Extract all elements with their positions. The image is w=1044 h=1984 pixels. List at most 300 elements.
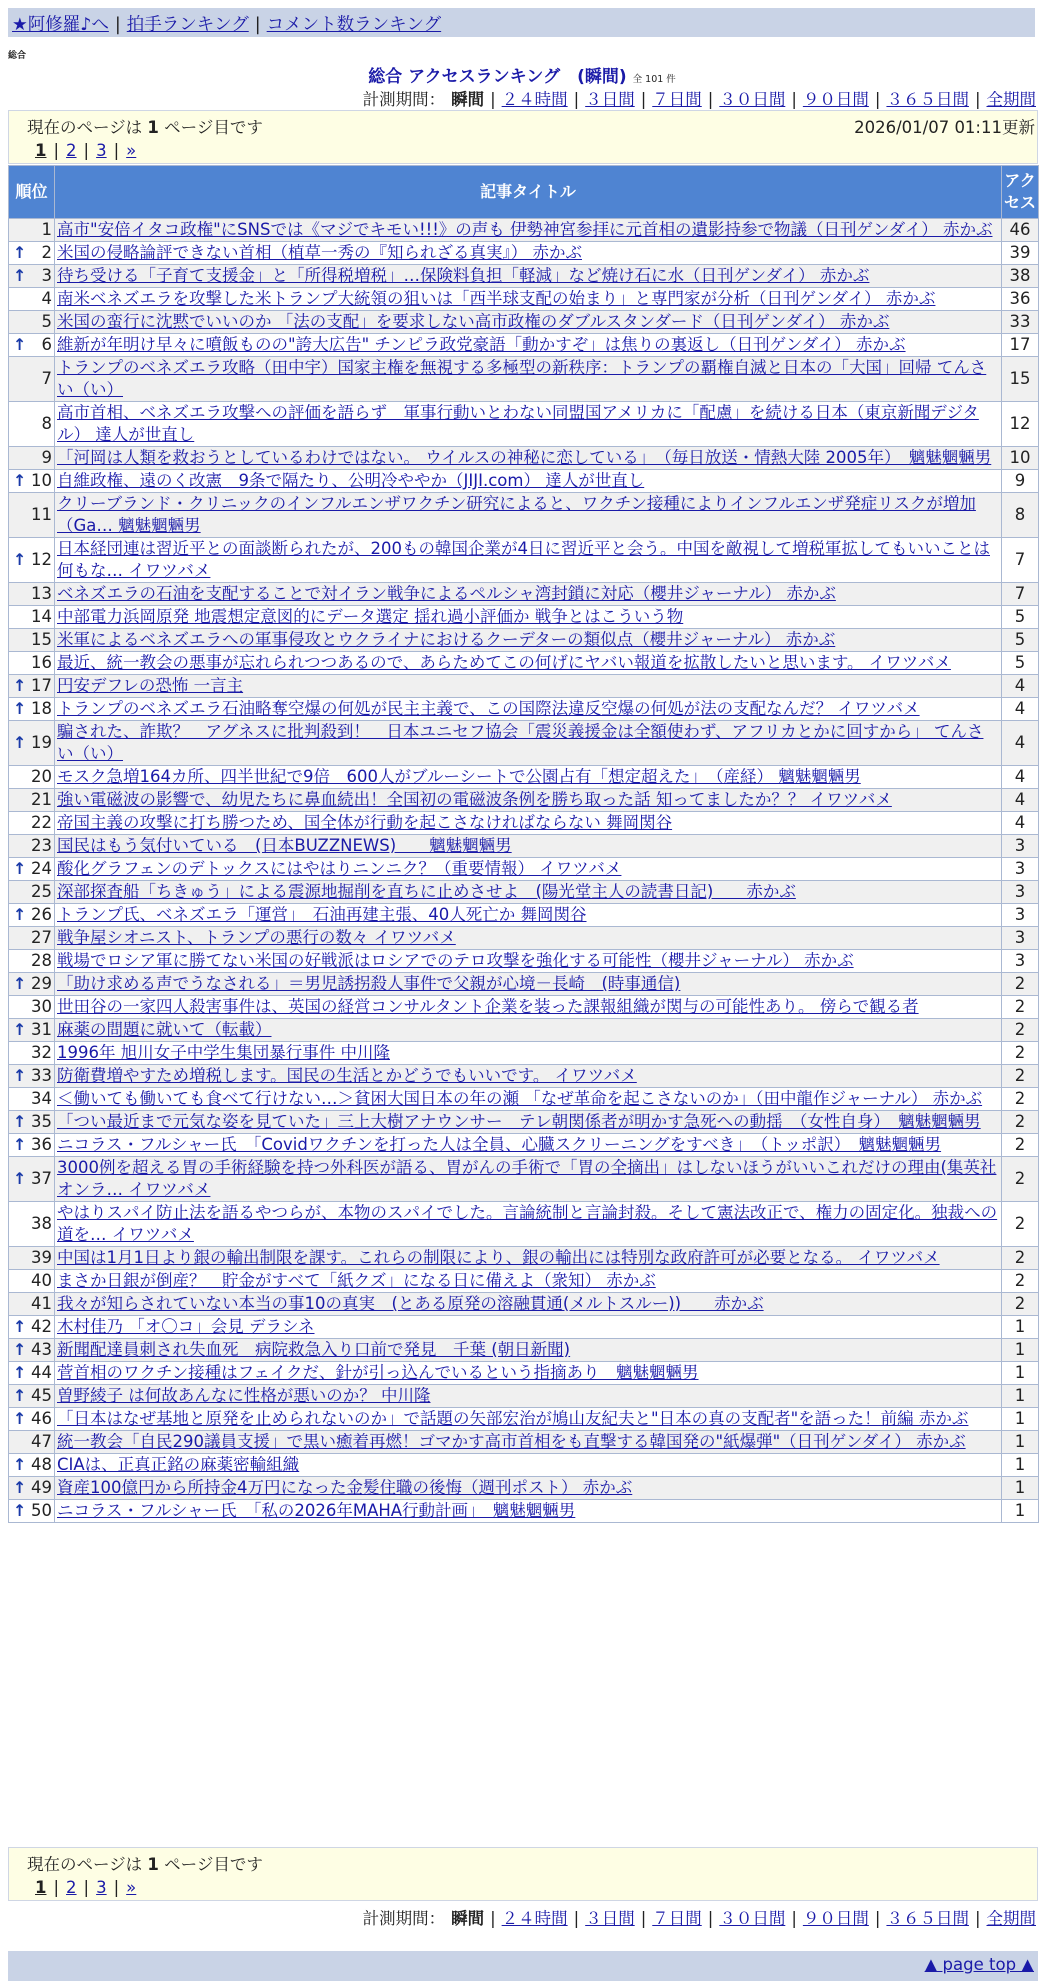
period-separator: | xyxy=(640,1909,647,1928)
period-link[interactable]: ２４時間 xyxy=(501,1909,568,1928)
article-title-link[interactable]: クリーブランド・クリニックのインフルエンザワクチン研究によると、ワクチン接種によりインフルエンザ発症リスクが増加（Ga… 魑魅魍魎男 xyxy=(57,494,976,535)
home-link[interactable]: ★阿修羅♪へ xyxy=(12,15,109,35)
article-title-link[interactable]: 帝国主義の攻撃に打ち勝つため、国全体が行動を起こさなければならない 舞岡関谷 xyxy=(57,813,673,832)
period-link[interactable]: ３６５日間 xyxy=(886,90,969,109)
rank-up-arrow-icon: ↑ xyxy=(13,859,27,878)
period-link[interactable]: ７日間 xyxy=(652,90,702,109)
pager-page-link[interactable]: 2 xyxy=(66,141,77,160)
article-title-link[interactable]: ＜働いても働いても食べて行けない…＞貧困大国日本の年の瀬 「なぜ革命を起こさないのか」（田中龍作ジャーナル） 赤かぶ xyxy=(57,1089,983,1108)
rank-number: 9 xyxy=(41,448,52,467)
article-title-link[interactable]: 1996年 旭川女子中学生集団暴行事件 中川隆 xyxy=(57,1043,390,1062)
page-note-suffix: ページ目です xyxy=(158,118,263,137)
access-count: 3 xyxy=(1002,927,1039,950)
pager-page-link[interactable]: 3 xyxy=(96,141,107,160)
access-count: 38 xyxy=(1002,265,1039,288)
access-count: 4 xyxy=(1002,721,1039,766)
rank-number: 18 xyxy=(31,699,52,718)
rank-cell xyxy=(9,766,55,789)
rank-number: 22 xyxy=(31,813,52,832)
rank-up-arrow-icon: ↑ xyxy=(13,266,27,285)
rank-number: 30 xyxy=(31,997,52,1016)
period-link[interactable]: ３日間 xyxy=(585,90,635,109)
article-title-link[interactable]: 「河岡は人類を救おうとしているわけではない。 ウイルスの神秘に恋している」 （毎日放送・情熱大陸 2005年） 魑魅魍魎男 xyxy=(57,448,992,467)
rank-number: 35 xyxy=(31,1112,52,1131)
page-top-link[interactable]: ▲ page top ▲ xyxy=(924,1955,1034,1974)
page-info-top xyxy=(8,110,1038,164)
comment-ranking-link[interactable]: コメント数ランキング xyxy=(266,15,442,35)
rank-up-arrow-icon: ↑ xyxy=(13,1066,27,1085)
title-cell xyxy=(55,904,1002,927)
access-count: 2 xyxy=(1002,1270,1039,1293)
page-title-text: 総合 アクセスランキング (瞬間) xyxy=(368,67,627,87)
article-title-link[interactable]: 統一教会「自民290議員支援」で黒い癒着再燃！ゴマかす高市首相をも直撃する韓国発の"紙爆弾"（日刊ゲンダイ） 赤かぶ xyxy=(57,1432,966,1451)
rank-number: 20 xyxy=(31,767,52,786)
rank-cell xyxy=(9,950,55,973)
table-header-row xyxy=(9,166,1039,219)
rank-cell xyxy=(9,447,55,470)
article-title-link[interactable]: 日本経団連は習近平との面談断られたが、200もの韓国企業が4日に習近平と会う。中国を敵視して増税軍拡してもいいことは何もな… イワツバメ xyxy=(57,539,990,580)
article-title-link[interactable]: 新聞配達員刺され失血死 病院救急入り口前で発見 千葉 (朝日新聞) xyxy=(57,1340,571,1359)
rank-cell xyxy=(9,1157,55,1202)
period-separator: | xyxy=(974,1909,981,1928)
access-count: 1 xyxy=(1002,1454,1039,1477)
rank-cell xyxy=(9,1431,55,1454)
access-count: 1 xyxy=(1002,1477,1039,1500)
article-title-link[interactable]: 「つい最近まで元気な姿を見ていた」三上大樹アナウンサー テレ朝関係者が明かす急死への動揺 （女性自身） 魑魅魍魎男 xyxy=(57,1112,981,1131)
article-title-link[interactable]: 曽野綾子 は何故あんなに性格が悪いのか？ 中川隆 xyxy=(57,1386,431,1405)
article-title-link[interactable]: 深部探査船「ちきゅう」による震源地掘削を直ちに止めさせよ (陽光堂主人の読書日記) 赤かぶ xyxy=(57,882,796,901)
access-count: 1 xyxy=(1002,1362,1039,1385)
access-count: 7 xyxy=(1002,583,1039,606)
article-title-link[interactable]: 南米ベネズエラを攻撃した米トランプ大統領の狙いは「西半球支配の始まり」と専門家が分析（日刊ゲンダイ） 赤かぶ xyxy=(57,289,936,308)
period-separator: | xyxy=(490,1909,496,1928)
rank-up-arrow-icon: ↑ xyxy=(13,1020,27,1039)
access-count: 2 xyxy=(1002,1157,1039,1202)
rank-number: 21 xyxy=(31,790,52,809)
article-title-link[interactable]: CIAは、正真正銘の麻薬密輸組織 xyxy=(57,1455,300,1474)
rank-number: 47 xyxy=(31,1432,52,1451)
title-cell xyxy=(55,1477,1002,1500)
article-title-link[interactable]: 「日本はなぜ基地と原発を止められないのか」で話題の矢部宏治が鳩山友紀夫と"日本の真の支配者"を語った！前編 赤かぶ xyxy=(57,1409,969,1428)
title-cell xyxy=(55,1454,1002,1477)
article-title-link[interactable]: 中国は1月1日より銀の輸出制限を課す。これらの制限により、銀の輸出には特別な政府許可が必要となる。 イワツバメ xyxy=(57,1248,940,1267)
rank-number: 49 xyxy=(31,1478,52,1497)
table-row xyxy=(9,973,1039,996)
rank-up-arrow-icon: ↑ xyxy=(13,471,27,490)
rank-cell xyxy=(9,835,55,858)
table-row xyxy=(9,1065,1039,1088)
access-count: 1 xyxy=(1002,1316,1039,1339)
access-count: 4 xyxy=(1002,812,1039,835)
article-title-link[interactable]: 資産100億円から所持金4万円になった金髪住職の後悔（週刊ポスト） 赤かぶ xyxy=(57,1478,633,1497)
rank-number: 27 xyxy=(31,928,52,947)
rank-number: 29 xyxy=(31,974,52,993)
title-cell xyxy=(55,1065,1002,1088)
rank-number: 5 xyxy=(41,312,52,331)
rank-cell xyxy=(9,858,55,881)
title-cell xyxy=(55,721,1002,766)
access-count: 5 xyxy=(1002,652,1039,675)
access-count: 3 xyxy=(1002,858,1039,881)
period-link[interactable]: ２４時間 xyxy=(501,90,568,109)
rank-up-arrow-icon: ↑ xyxy=(13,699,27,718)
table-row xyxy=(9,858,1039,881)
rank-cell xyxy=(9,1293,55,1316)
access-count: 1 xyxy=(1002,1385,1039,1408)
page-note-prefix: 現在のページは xyxy=(27,1855,148,1874)
pager-current-page: 1 xyxy=(35,1878,47,1897)
period-link[interactable]: ７日間 xyxy=(652,1909,702,1928)
title-cell xyxy=(55,538,1002,583)
article-title-link[interactable]: 「助け求める声でうなされる」＝男児誘拐殺人事件で父親が心境－長崎 (時事通信) xyxy=(57,974,681,993)
title-cell xyxy=(55,881,1002,904)
title-cell xyxy=(55,1111,1002,1134)
rank-cell xyxy=(9,927,55,950)
access-count: 4 xyxy=(1002,675,1039,698)
table-row xyxy=(9,1500,1039,1523)
access-count: 7 xyxy=(1002,538,1039,583)
access-count: 4 xyxy=(1002,766,1039,789)
access-count: 5 xyxy=(1002,606,1039,629)
table-row xyxy=(9,835,1039,858)
title-cell xyxy=(55,652,1002,675)
rank-number: 4 xyxy=(41,289,52,308)
rank-up-arrow-icon: ↑ xyxy=(13,905,27,924)
rank-up-arrow-icon: ↑ xyxy=(13,1501,27,1520)
article-title-link[interactable]: やはりスパイ防止法を語るやつらが、本物のスパイでした。言論統制と言論封殺。そして憲法改正で、権力の固定化。独裁への道を… イワツバメ xyxy=(57,1203,998,1244)
article-title-link[interactable]: 木村佳乃 「オ〇コ」会見 デラシネ xyxy=(57,1317,315,1336)
title-cell xyxy=(55,493,1002,538)
access-count: 2 xyxy=(1002,973,1039,996)
period-label: 計測期間： xyxy=(362,1909,446,1928)
rank-number: 45 xyxy=(31,1386,52,1405)
rank-cell xyxy=(9,402,55,447)
access-count: 3 xyxy=(1002,881,1039,904)
period-separator: | xyxy=(707,90,714,109)
rank-number: 3 xyxy=(41,266,52,285)
table-row xyxy=(9,1408,1039,1431)
page-note-prefix: 現在のページは xyxy=(27,118,148,137)
article-title-link[interactable]: 高市"安倍イタコ政権"にSNSでは《マジでキモい!!!》の声も 伊勢神宮参拝に元首相の遺影持参で物議（日刊ゲンダイ） 赤かぶ xyxy=(57,220,993,239)
rank-number: 17 xyxy=(31,676,52,695)
title-cell xyxy=(55,1316,1002,1339)
article-title-link[interactable]: 国民はもう気付いている (日本BUZZNEWS) 魑魅魍魎男 xyxy=(57,836,512,855)
table-row xyxy=(9,675,1039,698)
pagination xyxy=(27,1875,1027,1897)
article-title-link[interactable]: 米軍によるベネズエラへの軍事侵攻とウクライナにおけるクーデターの類似点（櫻井ジャーナル） 赤かぶ xyxy=(57,630,836,649)
table-row xyxy=(9,629,1039,652)
rank-number: 37 xyxy=(31,1169,52,1188)
table-row xyxy=(9,1247,1039,1270)
period-link[interactable]: ９０日間 xyxy=(802,90,869,109)
access-count: 3 xyxy=(1002,950,1039,973)
rank-cell xyxy=(9,973,55,996)
rank-cell xyxy=(9,1408,55,1431)
rank-number: 41 xyxy=(31,1294,52,1313)
period-separator: | xyxy=(791,90,797,109)
rank-cell xyxy=(9,1270,55,1293)
period-current: 瞬間 xyxy=(451,1909,485,1928)
title-cell xyxy=(55,675,1002,698)
article-title-link[interactable]: ニコラス・フルシャー氏 「Covidワクチンを打った人は全員、心臓スクリーニングをすべき」 （トッポ訳） 魑魅魍魎男 xyxy=(57,1135,942,1154)
access-count: 3 xyxy=(1002,835,1039,858)
rank-up-arrow-icon: ↑ xyxy=(13,974,27,993)
rank-number: 38 xyxy=(31,1214,52,1233)
table-row xyxy=(9,1270,1039,1293)
rank-cell xyxy=(9,265,55,288)
rank-number: 16 xyxy=(31,653,52,672)
current-page-note xyxy=(27,114,263,138)
table-row xyxy=(9,606,1039,629)
article-title-link[interactable]: ニコラス・フルシャー氏 「私の2026年MAHA行動計画」 魑魅魍魎男 xyxy=(57,1501,576,1520)
title-cell xyxy=(55,311,1002,334)
access-count: 36 xyxy=(1002,288,1039,311)
article-title-link[interactable]: トランプのベネズエラ石油略奪空爆の何処が民主主義で、この国際法違反空爆の何処が法の支配なんだ？ イワツバメ xyxy=(57,699,920,718)
table-row xyxy=(9,1202,1039,1247)
article-title-link[interactable]: 戦争屋シオニスト、トランプの悪行の数々 イワツバメ xyxy=(57,928,456,947)
rank-cell xyxy=(9,1202,55,1247)
access-count: 2 xyxy=(1002,996,1039,1019)
access-count: 2 xyxy=(1002,1134,1039,1157)
table-row xyxy=(9,950,1039,973)
period-link[interactable]: 全期間 xyxy=(986,1909,1036,1928)
title-cell xyxy=(55,973,1002,996)
rank-cell xyxy=(9,1477,55,1500)
access-count: 2 xyxy=(1002,1247,1039,1270)
page-note-suffix: ページ目です xyxy=(158,1855,263,1874)
article-title-link[interactable]: 麻薬の問題に就いて（転載） xyxy=(57,1020,272,1039)
access-count: 1 xyxy=(1002,1408,1039,1431)
title-cell xyxy=(55,950,1002,973)
pager-separator: | xyxy=(113,1878,120,1897)
article-title-link[interactable]: 中部電力浜岡原発 地震想定意図的にデータ選定 揺れ過小評価か 戦争とはこういう物 xyxy=(57,607,684,626)
rank-column-header: 順位 xyxy=(9,166,55,219)
rank-cell xyxy=(9,1362,55,1385)
nav-separator: | xyxy=(114,15,121,35)
table-row xyxy=(9,1477,1039,1500)
table-row xyxy=(9,1111,1039,1134)
rank-number: 10 xyxy=(31,471,52,490)
rank-cell xyxy=(9,881,55,904)
access-count: 2 xyxy=(1002,1019,1039,1042)
title-cell xyxy=(55,402,1002,447)
access-count: 39 xyxy=(1002,242,1039,265)
rank-cell xyxy=(9,1111,55,1134)
pager-separator: | xyxy=(83,141,90,160)
title-cell xyxy=(55,1019,1002,1042)
rank-cell xyxy=(9,242,55,265)
rank-cell xyxy=(9,675,55,698)
table-row xyxy=(9,1316,1039,1339)
rank-number: 44 xyxy=(31,1363,52,1382)
title-cell xyxy=(55,219,1002,242)
title-cell xyxy=(55,1247,1002,1270)
title-cell xyxy=(55,357,1002,402)
access-count: 3 xyxy=(1002,904,1039,927)
article-title-link[interactable]: 強い電磁波の影響で、幼児たちに鼻血続出！全国初の電磁波条例を勝ち取った話 知ってましたか？？ イワツバメ xyxy=(57,790,892,809)
rank-up-arrow-icon: ↑ xyxy=(13,1340,27,1359)
title-cell xyxy=(55,858,1002,881)
period-selector-bottom xyxy=(363,1905,1036,1929)
rank-number: 8 xyxy=(41,414,52,433)
rank-number: 32 xyxy=(31,1043,52,1062)
access-count: 17 xyxy=(1002,334,1039,357)
article-title-link[interactable]: 待ち受ける「子育て支援金」と「所得税増税」…保険料負担「軽減」など焼け石に水（日刊ゲンダイ） 赤かぶ xyxy=(57,266,870,285)
rank-up-arrow-icon: ↑ xyxy=(13,243,27,262)
article-title-link[interactable]: ベネズエラの石油を支配することで対イラン戦争によるペルシャ湾封鎖に対応（櫻井ジャーナル） 赤かぶ xyxy=(57,584,836,603)
rank-number: 42 xyxy=(31,1317,52,1336)
rank-number: 25 xyxy=(31,882,52,901)
rank-up-arrow-icon: ↑ xyxy=(13,1386,27,1405)
title-cell xyxy=(55,996,1002,1019)
title-cell xyxy=(55,1088,1002,1111)
article-title-link[interactable]: まさか日銀が倒産？ 貯金がすべて「紙クズ」になる日に備えよ（衆知） 赤かぶ xyxy=(57,1271,656,1290)
table-row xyxy=(9,357,1039,402)
rank-up-arrow-icon: ↑ xyxy=(13,1112,27,1131)
title-cell xyxy=(55,766,1002,789)
rank-number: 33 xyxy=(31,1066,52,1085)
article-title-link[interactable]: 戦場でロシア軍に勝てない米国の好戦派はロシアでのテロ攻撃を強化する可能性（櫻井ジャーナル） 赤かぶ xyxy=(57,951,854,970)
access-count: 2 xyxy=(1002,1293,1039,1316)
access-count: 15 xyxy=(1002,357,1039,402)
rank-cell xyxy=(9,357,55,402)
top-nav-bar xyxy=(8,8,1035,37)
period-separator: | xyxy=(874,90,881,109)
access-column-header: アクセス xyxy=(1002,166,1039,219)
table-row xyxy=(9,1088,1039,1111)
period-link[interactable]: 全期間 xyxy=(986,90,1036,109)
table-row xyxy=(9,1134,1039,1157)
article-title-link[interactable]: 世田谷の一家四人殺害事件は、英国の経営コンサルタント企業を装った課報組織が関与の可能性あり。 傍らで観る者 xyxy=(57,997,919,1016)
rank-up-arrow-icon: ↑ xyxy=(13,733,27,752)
pager-next-link[interactable]: » xyxy=(126,141,137,160)
category-label: 総合 xyxy=(8,51,27,61)
rank-up-arrow-icon: ↑ xyxy=(13,1169,27,1188)
title-cell xyxy=(55,265,1002,288)
period-link[interactable]: ３６５日間 xyxy=(886,1909,969,1928)
table-row xyxy=(9,904,1039,927)
period-link[interactable]: ９０日間 xyxy=(802,1909,869,1928)
rank-cell xyxy=(9,721,55,766)
article-title-link[interactable]: 高市首相、ベネズエラ攻撃への評価を語らず 軍事行動いとわない同盟国アメリカに「配慮」を続ける日本（東京新聞デジタル） 達人が世直し xyxy=(57,403,979,444)
article-title-link[interactable]: 酸化グラフェンのデトックスにはやはりニンニク？（重要情報） イワツバメ xyxy=(57,859,622,878)
table-row xyxy=(9,1157,1039,1202)
rank-number: 14 xyxy=(31,607,52,626)
article-title-link[interactable]: 防衛費増やすため増税します。国民の生活とかどうでもいいです。 イワツバメ xyxy=(57,1066,637,1085)
pager-current-page: 1 xyxy=(35,141,47,160)
rank-number: 23 xyxy=(31,836,52,855)
rank-cell xyxy=(9,334,55,357)
title-cell xyxy=(55,1157,1002,1202)
table-row xyxy=(9,812,1039,835)
title-cell xyxy=(55,629,1002,652)
rank-number: 48 xyxy=(31,1455,52,1474)
title-cell xyxy=(55,242,1002,265)
pager-separator: | xyxy=(53,141,60,160)
rank-up-arrow-icon: ↑ xyxy=(13,1363,27,1382)
title-cell xyxy=(55,1339,1002,1362)
period-link[interactable]: ３日間 xyxy=(585,1909,635,1928)
access-count: 2 xyxy=(1002,1065,1039,1088)
rank-cell xyxy=(9,812,55,835)
rank-number: 15 xyxy=(31,630,52,649)
access-count: 2 xyxy=(1002,1088,1039,1111)
period-link[interactable]: ３０日間 xyxy=(719,90,786,109)
footer-bar xyxy=(8,1951,1038,1981)
article-title-link[interactable]: 円安デフレの恐怖 一言主 xyxy=(57,676,244,695)
access-count: 1 xyxy=(1002,1431,1039,1454)
period-separator: | xyxy=(573,90,580,109)
rank-cell xyxy=(9,996,55,1019)
article-title-link[interactable]: 米国の蛮行に沈黙でいいのか 「法の支配」を要求しない高市政権のダブルスタンダード（日刊ゲンダイ） 赤かぶ xyxy=(57,312,890,331)
access-count: 1 xyxy=(1002,1500,1039,1523)
access-count: 2 xyxy=(1002,1042,1039,1065)
article-title-link[interactable]: 我々が知らされていない本当の事10の真実 (とある原発の溶融貫通(メルトスルー)) 赤かぶ xyxy=(57,1294,764,1313)
rank-number: 31 xyxy=(31,1020,52,1039)
article-title-link[interactable]: トランプ氏、ベネズエラ「運営」 石油再建主張、40人死亡か 舞岡関谷 xyxy=(57,905,587,924)
article-title-link[interactable]: 最近、統一教会の悪事が忘れられつつあるので、あらためてこの何げにヤバい報道を拡散したいと思います。 イワツバメ xyxy=(57,653,951,672)
period-separator: | xyxy=(874,1909,881,1928)
title-cell xyxy=(55,1500,1002,1523)
access-count: 2 xyxy=(1002,1111,1039,1134)
rank-cell xyxy=(9,1088,55,1111)
table-row xyxy=(9,1385,1039,1408)
article-title-link[interactable]: 維新が年明け早々に噴飯ものの"誇大広告" チンピラ政党豪語「動かすぞ」は焦りの裏返し（日刊ゲンダイ） 赤かぶ xyxy=(57,335,906,354)
rank-cell xyxy=(9,583,55,606)
applause-ranking-link[interactable]: 拍手ランキング xyxy=(126,15,249,35)
table-row xyxy=(9,721,1039,766)
period-link[interactable]: ３０日間 xyxy=(719,1909,786,1928)
pager-next-link[interactable]: » xyxy=(126,1878,137,1897)
article-title-link[interactable]: 米国の侵略論評できない首相（植草一秀の『知られざる真実』） 赤かぶ xyxy=(57,243,582,262)
rank-cell xyxy=(9,493,55,538)
rank-up-arrow-icon: ↑ xyxy=(13,1135,27,1154)
article-title-link[interactable]: 菅首相のワクチン接種はフェイクだ、針が引っ込んでいるという指摘あり 魑魅魍魎男 xyxy=(57,1363,699,1382)
article-title-link[interactable]: 3000例を超える胃の手術経験を持つ外科医が語る、胃がんの手術で「胃の全摘出」はしないほうがいいこれだけの理由(集英社オンラ… イワツバメ xyxy=(57,1158,997,1199)
article-title-link[interactable]: 騙された、詐欺？ アグネスに批判殺到！ 日本ユニセフ協会「震災義援金は全額使わず、アフリカとかに回すから」 てんさい（い） xyxy=(57,722,984,763)
table-row xyxy=(9,311,1039,334)
table-row xyxy=(9,1431,1039,1454)
period-current: 瞬間 xyxy=(451,90,485,109)
table-row xyxy=(9,447,1039,470)
period-separator: | xyxy=(974,90,981,109)
article-title-link[interactable]: トランプのベネズエラ攻略（田中宇）国家主権を無視する多極型の新秩序：トランプの覇権自滅と日本の「大国」回帰 てんさい（い） xyxy=(57,358,987,399)
pager-page-link[interactable]: 2 xyxy=(66,1878,77,1897)
pager-separator: | xyxy=(53,1878,60,1897)
rank-cell xyxy=(9,311,55,334)
pager-page-link[interactable]: 3 xyxy=(96,1878,107,1897)
rank-up-arrow-icon: ↑ xyxy=(13,676,27,695)
page-title xyxy=(0,62,1044,87)
period-separator: | xyxy=(490,90,496,109)
page-info-bottom xyxy=(8,1847,1038,1901)
table-row xyxy=(9,493,1039,538)
table-row xyxy=(9,242,1039,265)
rank-number: 2 xyxy=(41,243,52,262)
rank-up-arrow-icon: ↑ xyxy=(13,335,27,354)
title-column-header: 記事タイトル xyxy=(55,166,1002,219)
article-title-link[interactable]: 自維政権、遠のく改憲 9条で隔たり、公明冷ややか（JIJI.com） 達人が世直し xyxy=(57,471,645,490)
table-row xyxy=(9,334,1039,357)
rank-cell xyxy=(9,1454,55,1477)
table-row xyxy=(9,1454,1039,1477)
pagination xyxy=(27,138,1027,160)
table-row xyxy=(9,1019,1039,1042)
article-title-link[interactable]: モスク急増164カ所、四半世紀で9倍 600人がブルーシートで公園占有「想定超えた」 （産経） 魑魅魍魎男 xyxy=(57,767,861,786)
rank-number: 34 xyxy=(31,1089,52,1108)
current-page-number: 1 xyxy=(147,118,159,137)
table-row xyxy=(9,402,1039,447)
